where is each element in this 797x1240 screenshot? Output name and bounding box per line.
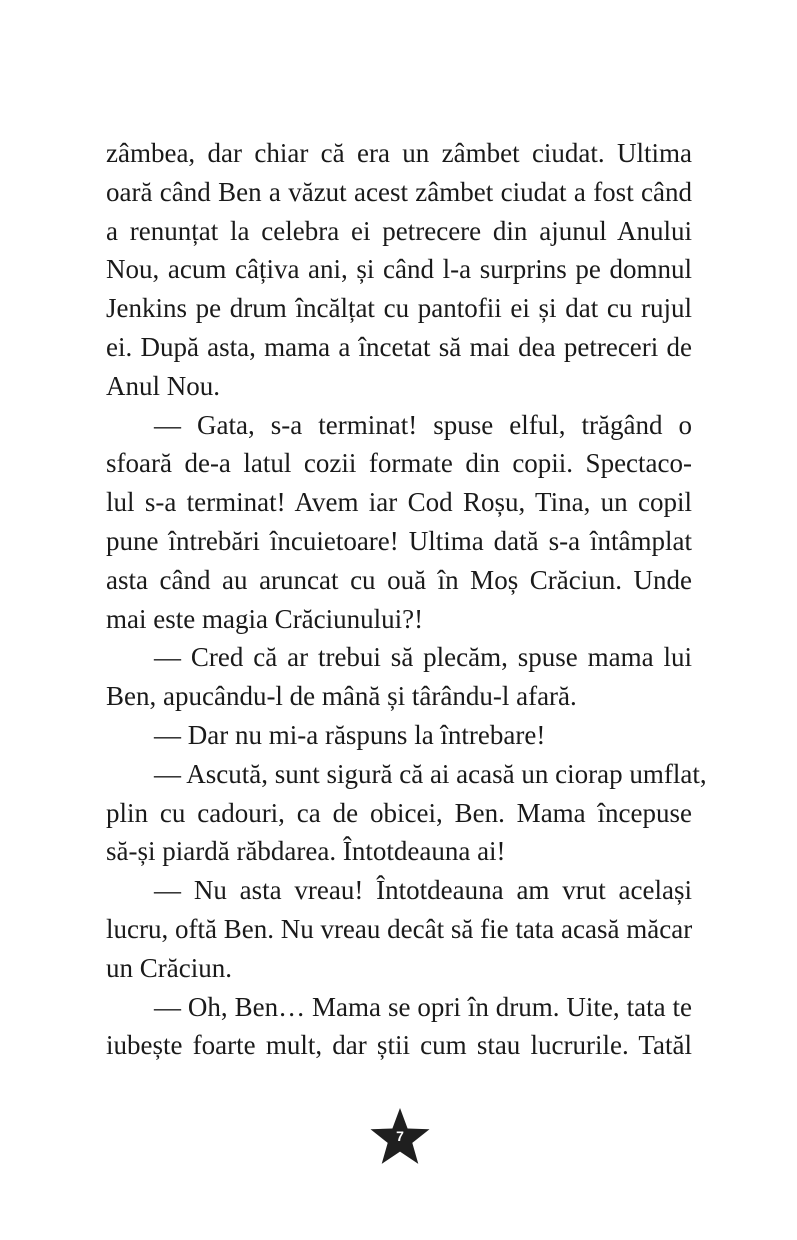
body-text (106, 134, 707, 1065)
text-line: să-și piardă răbdarea. Întotdeauna ai! (106, 836, 506, 867)
text-line: oară când Ben a văzut acest zâmbet ciudat a fost când (106, 176, 692, 207)
text-line: zâmbea, dar chiar că era un zâmbet ciudat. Ultima (106, 138, 692, 168)
text-line: pune întrebări încuietoare! Ultima dată s-a întâmplat (106, 525, 692, 556)
text-line: sfoară de-a latul cozii formate din copii. Spectaco- (106, 448, 692, 479)
text-line: Ben, apucându-l de mână și târându-l afară. (106, 681, 577, 712)
text-line: lul s-a terminat! Avem iar Cod Roșu, Tina, un copil (106, 487, 692, 518)
text-line: plin cu cadouri, ca de obicei, Ben. Mama începuse (106, 797, 692, 828)
text-line: asta când au aruncat cu ouă în Moș Crăciun. Unde (106, 564, 692, 595)
text-line: — Cred că ar trebui să plecăm, spuse mama lui (154, 642, 692, 673)
text-line: ei. După asta, mama a încetat să mai dea petreceri de (106, 331, 692, 362)
text-line: mai este magia Crăciunului?! (106, 603, 424, 634)
text-line: — Ascută, sunt sigură că ai acasă un ciorap umflat, (154, 758, 707, 789)
text-line: iubește foarte mult, dar știi cum stau lucrurile. Tatăl (106, 1030, 692, 1061)
page-number: 7 (396, 1128, 404, 1144)
text-line: Nou, acum câțiva ani, și când l-a surprins pe domnul (106, 254, 692, 285)
text-line: lucru, oftă Ben. Nu vreau decât să fie tata acasă măcar (106, 913, 693, 944)
text-line: a renunțat la celebra ei petrecere din ajunul Anului (106, 215, 692, 246)
text-line: — Gata, s-a terminat! spuse elful, trăgând o (154, 409, 692, 440)
text-line: Anul Nou. (106, 370, 220, 401)
text-line: — Oh, Ben… Mama se opri în drum. Uite, tata te (154, 991, 692, 1022)
text-line: un Crăciun. (106, 952, 232, 983)
text-line: — Dar nu mi-a răspuns la întrebare! (154, 719, 546, 750)
text-line: Jenkins pe drum încălțat cu pantofii ei și dat cu rujul (106, 293, 692, 324)
page-number-badge (368, 1106, 432, 1170)
text-line: — Nu asta vreau! Întotdeauna am vrut același (154, 875, 692, 906)
